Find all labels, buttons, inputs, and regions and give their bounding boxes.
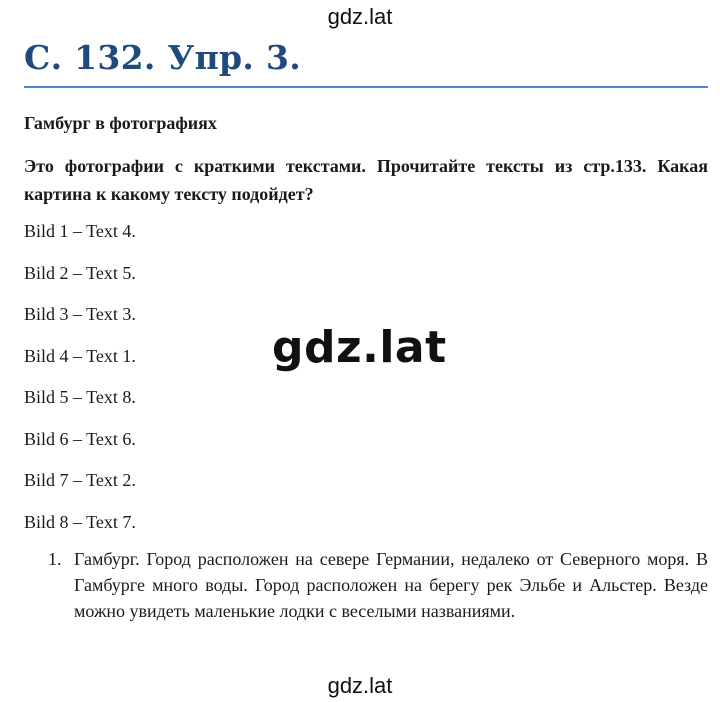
watermark-center: gdz.lat xyxy=(272,322,447,373)
answer-item: Bild 7 – Text 2. xyxy=(24,470,136,490)
title-divider xyxy=(24,86,708,88)
answer-item: Bild 3 – Text 3. xyxy=(24,304,136,324)
task-instruction: Это фотографии с краткими текстами. Прочитайте тексты из стр.133. Какая картина к какому тексту подойдет? xyxy=(24,156,708,204)
section-subtitle: Гамбург в фотографиях xyxy=(24,113,217,133)
numbered-text-item xyxy=(48,546,708,624)
answer-item: Bild 6 – Text 6. xyxy=(24,428,136,449)
answer-list xyxy=(24,220,136,552)
answer-item: Bild 8 – Text 7. xyxy=(24,511,136,532)
answer-item: Bild 2 – Text 5. xyxy=(24,262,136,283)
answer-item: Bild 1 – Text 4. xyxy=(24,221,136,241)
item-text: Гамбург. Город расположен на севере Германии, недалеко от Северного моря. В Гамбурге много воды. Город расположен на берегу рек Эльбе и Альстер. Везде можно увидеть маленькие лодки с веселыми названиями. xyxy=(74,549,708,621)
page-title: С. 132. Упр. 3. xyxy=(24,38,302,77)
answer-item: Bild 5 – Text 8. xyxy=(24,387,136,407)
watermark-bottom: gdz.lat xyxy=(327,673,393,698)
answer-item: Bild 4 – Text 1. xyxy=(24,345,136,366)
item-number: 1. xyxy=(48,549,62,569)
watermark-top: gdz.lat xyxy=(327,4,393,29)
